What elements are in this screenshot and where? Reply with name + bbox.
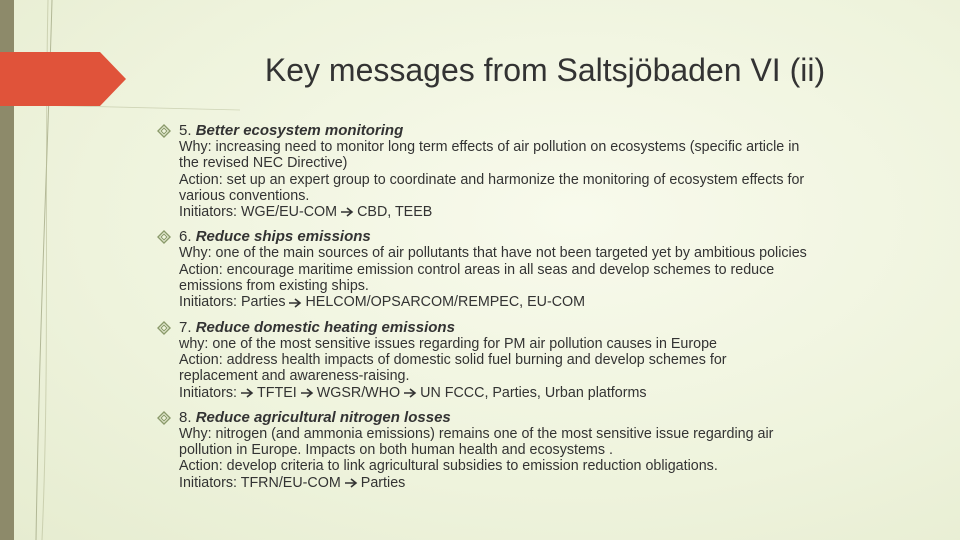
message-heading-text: Reduce agricultural nitrogen losses xyxy=(195,408,451,426)
message-item xyxy=(157,319,947,401)
initiators-prefix: Initiators: Parties xyxy=(179,294,286,311)
right-arrow-icon xyxy=(403,388,417,398)
message-number: 8. xyxy=(179,408,196,426)
message-line: replacement and awareness-raising. xyxy=(179,368,410,385)
slide-title: Key messages from Saltsjöbaden VI (ii) xyxy=(264,52,826,88)
initiators-line xyxy=(179,385,947,401)
right-arrow-icon xyxy=(340,207,354,217)
message-line: Why: increasing need to monitor long term effects of air pollution on ecosystems (specific article in xyxy=(179,139,800,155)
initiators-target: Parties xyxy=(360,474,406,491)
initiators-line xyxy=(179,294,947,310)
initiators-target: HELCOM/OPSARCOM/REMPEC, EU-COM xyxy=(305,294,586,311)
message-line: Action: encourage maritime emission control areas in all seas and develop schemes to reduce xyxy=(179,261,775,278)
message-heading-text: Better ecosystem monitoring xyxy=(195,122,404,139)
right-arrow-icon xyxy=(288,298,302,308)
message-heading xyxy=(179,122,947,139)
message-item xyxy=(157,228,947,310)
message-line: why: one of the most sensitive issues regarding for PM air pollution causes in Europe xyxy=(179,335,717,352)
diamond-bullet-icon xyxy=(157,411,171,425)
message-line: Why: nitrogen (and ammonia emissions) remains one of the most sensitive issue regarding air xyxy=(179,425,774,442)
message-number: 7. xyxy=(179,318,196,336)
initiators-target: TFTEI xyxy=(257,384,297,401)
message-heading-text: Reduce ships emissions xyxy=(195,228,371,246)
diamond-bullet-icon xyxy=(157,321,171,335)
right-arrow-icon xyxy=(240,388,254,398)
message-line: various conventions. xyxy=(179,187,310,204)
message-heading-text: Reduce domestic heating emissions xyxy=(195,318,455,336)
initiators-target: UN FCCC, Parties, Urban platforms xyxy=(420,384,647,401)
message-line: Action: develop criteria to link agricultural subsidies to emission reduction obligations. xyxy=(179,458,718,475)
message-line: pollution in Europe. Impacts on both human health and ecosystems . xyxy=(179,442,613,459)
initiators-prefix: Initiators: TFRN/EU-COM xyxy=(179,474,341,491)
message-line: Action: address health impacts of domestic solid fuel burning and develop schemes for xyxy=(179,351,727,368)
message-number: 5. xyxy=(179,122,196,139)
initiators-line xyxy=(179,204,947,220)
initiators-prefix: Initiators: xyxy=(179,384,238,401)
message-heading xyxy=(179,228,947,245)
diamond-bullet-icon xyxy=(157,124,171,138)
message-heading xyxy=(179,409,947,426)
message-item xyxy=(157,409,947,491)
initiators-prefix: Initiators: WGE/EU-COM xyxy=(179,204,338,221)
initiators-target: WGSR/WHO xyxy=(316,384,401,401)
diamond-bullet-icon xyxy=(157,230,171,244)
message-number: 6. xyxy=(179,228,196,246)
right-arrow-icon xyxy=(300,388,314,398)
initiators-target: CBD, TEEB xyxy=(357,204,433,221)
title-accent-arrow xyxy=(0,52,126,106)
initiators-line xyxy=(179,475,947,491)
message-list xyxy=(157,122,947,499)
message-heading xyxy=(179,319,947,336)
right-arrow-icon xyxy=(344,478,358,488)
message-line: Why: one of the main sources of air pollutants that have not been targeted yet by ambitious policies xyxy=(179,245,807,262)
message-item xyxy=(157,122,947,220)
message-line: Action: set up an expert group to coordinate and harmonize the monitoring of ecosystem effects for xyxy=(179,171,805,188)
message-line: the revised NEC Directive) xyxy=(179,155,348,172)
message-line: emissions from existing ships. xyxy=(179,278,369,295)
